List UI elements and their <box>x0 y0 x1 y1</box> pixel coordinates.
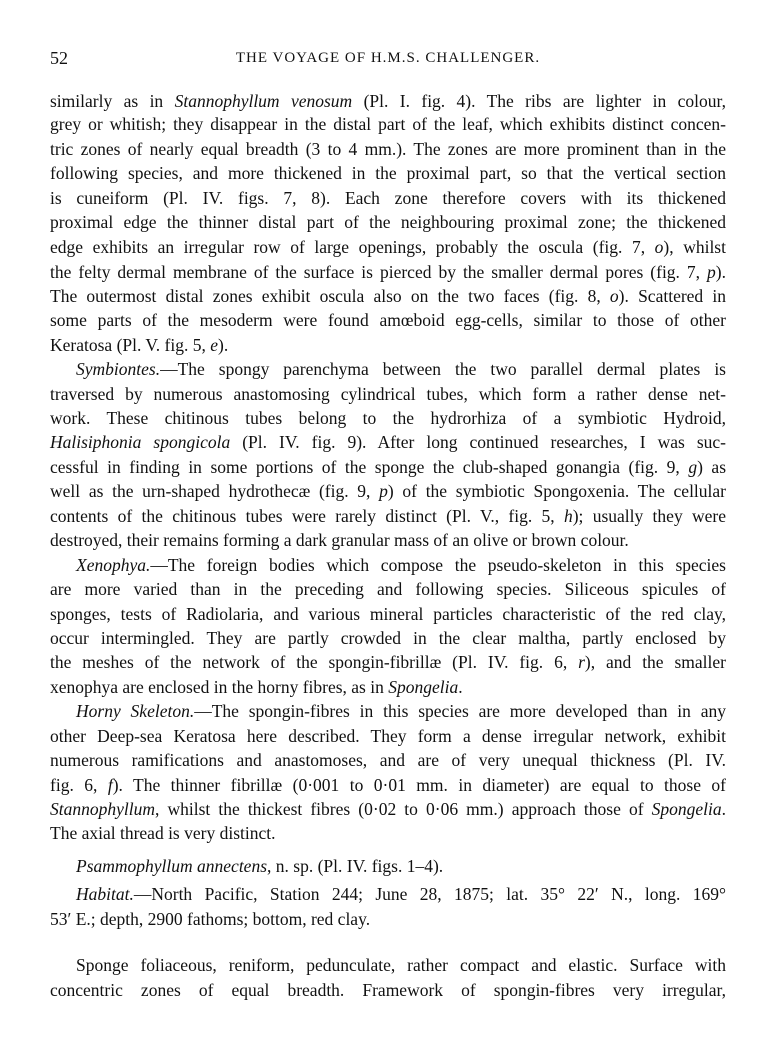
text-run: ). <box>218 335 229 355</box>
text-line <box>50 335 726 356</box>
text-run: contents of the chitinous tubes were rarely distinct (Pl. V., fig. 5, <box>50 506 564 526</box>
text-run: well as the urn-shaped hydrothecæ (fig. 9, <box>50 481 380 501</box>
text-line <box>76 359 726 380</box>
text-line <box>50 114 726 135</box>
italic-text: o <box>609 286 619 306</box>
text-line <box>50 212 726 233</box>
text-run: cessful in finding in some portions of the sponge the club-shaped gonangia (fig. 9, <box>50 457 689 477</box>
text-run: tric zones of nearly equal breadth (3 to 4 mm.). The zones are more prominent than in the <box>50 139 726 159</box>
text-run: similarly as in <box>50 91 175 111</box>
running-title: THE VOYAGE OF H.M.S. CHALLENGER. <box>235 50 541 66</box>
italic-text: p <box>707 262 716 282</box>
text-line <box>50 262 726 283</box>
italic-text: e <box>210 335 219 355</box>
text-run: (Pl. IV. fig. 9). After long continued researches, I was suc- <box>230 432 726 452</box>
italic-text: r <box>578 652 585 672</box>
italic-text: Spongelia <box>651 799 722 819</box>
text-line <box>76 701 726 722</box>
italic-text: p <box>379 481 388 501</box>
text-line <box>50 286 726 307</box>
text-line <box>76 555 726 576</box>
text-line <box>50 726 726 747</box>
italic-text: Halisiphonia spongicola <box>50 432 231 452</box>
text-run: . <box>458 677 463 697</box>
text-run: fig. 6, <box>50 775 108 795</box>
italic-text: h <box>563 506 573 526</box>
text-line <box>50 980 726 1001</box>
text-run: ), whilst <box>663 237 726 257</box>
text-line <box>50 652 726 673</box>
text-line <box>50 188 726 209</box>
italic-text: Xenophya. <box>76 555 151 575</box>
text-line <box>50 628 726 649</box>
text-run: proximal edge the thinner distal part of the neighbouring proximal zone; the thickened <box>50 212 726 232</box>
text-line <box>50 530 726 551</box>
text-line <box>50 310 726 331</box>
text-run: ). <box>715 262 726 282</box>
italic-text: g <box>688 457 698 477</box>
text-run: —The spongy parenchyma between the two parallel dermal plates is <box>160 359 726 379</box>
text-run: edge exhibits an irregular row of large openings, probably the oscula (fig. 7, <box>50 237 655 257</box>
text-line <box>76 856 726 877</box>
text-run: some parts of the mesoderm were found amœboid egg-cells, similar to those of other <box>50 310 726 330</box>
italic-text: Symbiontes. <box>76 359 161 379</box>
text-line <box>50 909 726 930</box>
italic-text: Habitat. <box>76 884 134 904</box>
text-line <box>50 384 726 405</box>
text-line <box>50 163 726 184</box>
text-run: . <box>721 799 726 819</box>
text-line <box>50 91 726 112</box>
text-line <box>50 604 726 625</box>
text-run: , whilst the thickest fibres (0·02 to 0·06 mm.) approach those of <box>155 799 652 819</box>
text-run: traversed by numerous anastomosing cylindrical tubes, which form a rather dense net- <box>50 384 726 404</box>
text-run: is cuneiform (Pl. IV. figs. 7, 8). Each zone therefore covers with its thickened <box>50 188 726 208</box>
text-run: 53′ E.; depth, 2900 fathoms; bottom, red clay. <box>50 909 371 929</box>
text-line <box>50 823 726 844</box>
text-run: Sponge foliaceous, reniform, pedunculate, rather compact and elastic. Surface with <box>76 955 726 975</box>
text-line <box>76 884 726 905</box>
text-run: —The spongin-fibres in this species are more developed than in any <box>194 701 726 721</box>
text-line <box>76 955 726 976</box>
text-run: work. These chitinous tubes belong to the hydrorhiza of a symbiotic Hydroid, <box>50 408 726 428</box>
italic-text: Horny Skeleton. <box>76 701 195 721</box>
text-line <box>50 457 726 478</box>
italic-text: f <box>107 775 113 795</box>
text-run: ) of the symbiotic Spongoxenia. The cellular <box>387 481 726 501</box>
text-run: —The foreign bodies which compose the pseudo-skeleton in this species <box>150 555 726 575</box>
text-line <box>50 506 726 527</box>
text-run: The axial thread is very distinct. <box>50 823 276 843</box>
text-line <box>50 408 726 429</box>
text-run: destroyed, their remains forming a dark granular mass of an olive or brown colour. <box>50 530 629 550</box>
text-line <box>50 237 726 258</box>
text-run: , n. sp. (Pl. IV. figs. 1–4). <box>267 856 444 876</box>
text-line <box>50 775 726 796</box>
text-run: other Deep-sea Keratosa here described. They form a dense irregular network, exhibit <box>50 726 726 746</box>
text-run: ); usually they were <box>572 506 726 526</box>
text-run: (Pl. I. fig. 4). The ribs are lighter in colour, <box>352 91 727 111</box>
text-run: following species, and more thickened in the proximal part, so that the vertical section <box>50 163 726 183</box>
page-number: 52 <box>50 48 68 68</box>
text-line <box>50 481 726 502</box>
text-line <box>50 799 726 820</box>
text-line <box>50 139 726 160</box>
text-line <box>50 432 726 453</box>
text-run: The outermost distal zones exhibit oscula also on the two faces (fig. 8, <box>50 286 610 306</box>
text-run: ). The thinner fibrillæ (0·001 to 0·01 mm. in diameter) are equal to those of <box>112 775 726 795</box>
text-run: concentric zones of equal breadth. Framework of spongin-fibres very irregular, <box>50 980 726 1000</box>
text-run: ) as <box>697 457 727 477</box>
text-line <box>50 579 726 600</box>
italic-text: Stannophyllum <box>50 799 155 819</box>
italic-text: Psammophyllum annectens <box>76 856 268 876</box>
text-line <box>50 677 726 698</box>
text-run: occur intermingled. They are partly crowded in the clear maltha, partly enclosed by <box>50 628 726 648</box>
italic-text: Spongelia <box>388 677 459 697</box>
text-run: are more varied than in the preceding and following species. Siliceous spicules of <box>50 579 726 599</box>
text-run: xenophya are enclosed in the horny fibres, as in <box>50 677 389 697</box>
text-run: —North Pacific, Station 244; June 28, 1875; lat. 35° 22′ N., long. 169° <box>133 884 726 904</box>
text-run: sponges, tests of Radiolaria, and various mineral particles characteristic of the red clay, <box>50 604 726 624</box>
text-run: the meshes of the network of the spongin-fibrillæ (Pl. IV. fig. 6, <box>50 652 579 672</box>
text-run: grey or whitish; they disappear in the distal part of the leaf, which exhibits distinct concen- <box>50 114 726 134</box>
text-run: the felty dermal membrane of the surface is pierced by the smaller dermal pores (fig. 7, <box>50 262 708 282</box>
text-run: Keratosa (Pl. V. fig. 5, <box>50 335 211 355</box>
italic-text: Stannophyllum venosum <box>174 91 353 111</box>
text-run: numerous ramifications and anastomoses, and are of very unequal thickness (Pl. IV. <box>50 750 726 770</box>
text-run: ), and the smaller <box>584 652 726 672</box>
page-header <box>50 48 726 72</box>
italic-text: o <box>654 237 664 257</box>
text-run: ). Scattered in <box>618 286 726 306</box>
text-line <box>50 750 726 771</box>
